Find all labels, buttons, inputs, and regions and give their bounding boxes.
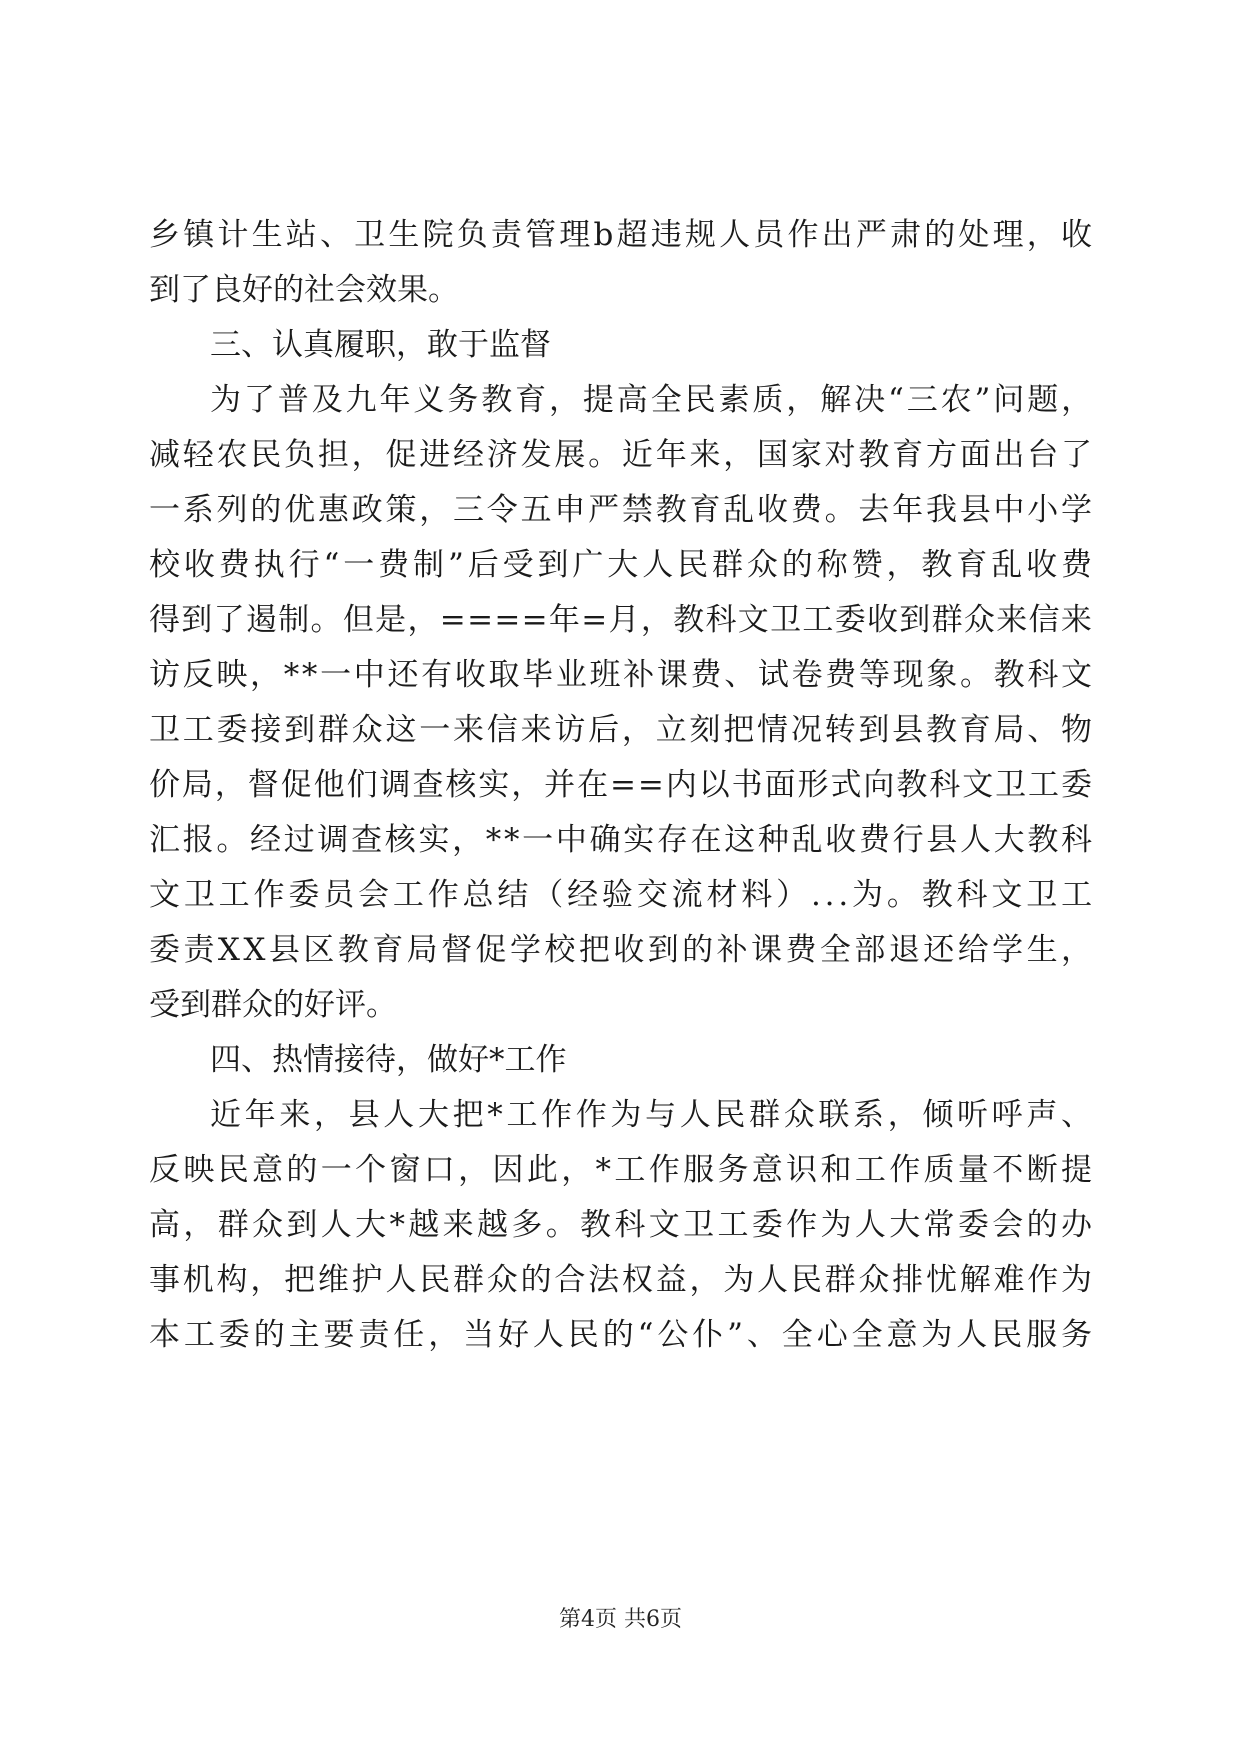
body-text-line	[0, 430, 1241, 480]
line-text: 高，群众到人大*越来越多。教科文卫工委作为人大常委会的办	[149, 1207, 1096, 1243]
body-text-line	[0, 1145, 1241, 1195]
line-text: 卫工委接到群众这一来信来访后，立刻把情况转到县教育局、物	[149, 712, 1095, 748]
line-text: 价局，督促他们调查核实，并在==内以书面形式向教科文卫工委	[149, 767, 1094, 803]
body-text-line	[0, 1090, 1241, 1140]
body-text-line	[0, 485, 1241, 535]
line-text: 到了良好的社会效果。	[149, 272, 459, 308]
line-text: 减轻农民负担，促进经济发展。近年来，国家对教育方面出台了	[149, 437, 1095, 473]
line-text: 事机构，把维护人民群众的合法权益，为人民群众排忧解难作为	[149, 1262, 1095, 1298]
body-text-line	[0, 980, 1241, 1030]
line-text: 本工委的主要责任，当好人民的“公仆”、全心全意为人民服务	[149, 1317, 1096, 1353]
body-text-line	[0, 1255, 1241, 1305]
body-text-line	[0, 1200, 1241, 1250]
section-heading-text: 三、认真履职，敢于监督	[210, 327, 551, 363]
line-text: 一系列的优惠政策，三令五申严禁教育乱收费。去年我县中小学	[149, 492, 1095, 528]
body-text-line	[0, 815, 1241, 865]
line-text: 反映民意的一个窗口，因此，*工作服务意识和工作质量不断提	[149, 1152, 1096, 1188]
section-heading	[0, 320, 1241, 370]
section-heading-text: 四、热情接待，做好*工作	[210, 1042, 567, 1078]
body-text-line	[0, 650, 1241, 700]
body-text-line	[0, 540, 1241, 590]
line-text: 文卫工作委员会工作总结（经验交流材料）...为。教科文卫工	[149, 877, 1096, 913]
body-text-line	[0, 870, 1241, 920]
body-text-line	[0, 925, 1241, 975]
body-text-line	[0, 210, 1241, 260]
line-text: 受到群众的好评。	[149, 987, 397, 1023]
line-text: 汇报。经过调查核实，**一中确实存在这种乱收费行县人大教科	[149, 822, 1095, 858]
line-text: 访反映，**一中还有收取毕业班补课费、试卷费等现象。教科文	[149, 657, 1095, 693]
body-text-line	[0, 1310, 1241, 1360]
body-text-line	[0, 760, 1241, 810]
line-text: 乡镇计生站、卫生院负责管理b超违规人员作出严肃的处理，收	[149, 217, 1096, 253]
page-footer: 第4页 共6页	[559, 1607, 682, 1632]
line-text: 委责XX县区教育局督促学校把收到的补课费全部退还给学生，	[149, 932, 1096, 968]
body-text-line	[0, 705, 1241, 755]
line-text: 得到了遏制。但是，====年=月，教科文卫工委收到群众来信来	[149, 602, 1094, 638]
line-text: 为了普及九年义务教育，提高全民素质，解决“三农”问题，	[210, 382, 1095, 418]
section-heading	[0, 1035, 1241, 1085]
body-text-line	[0, 375, 1241, 425]
line-text: 校收费执行“一费制”后受到广大人民群众的称赞，教育乱收费	[149, 547, 1096, 583]
body-text-line	[0, 595, 1241, 645]
line-text: 近年来，县人大把*工作作为与人民群众联系，倾听呼声、	[210, 1097, 1096, 1133]
body-text-line	[0, 265, 1241, 315]
